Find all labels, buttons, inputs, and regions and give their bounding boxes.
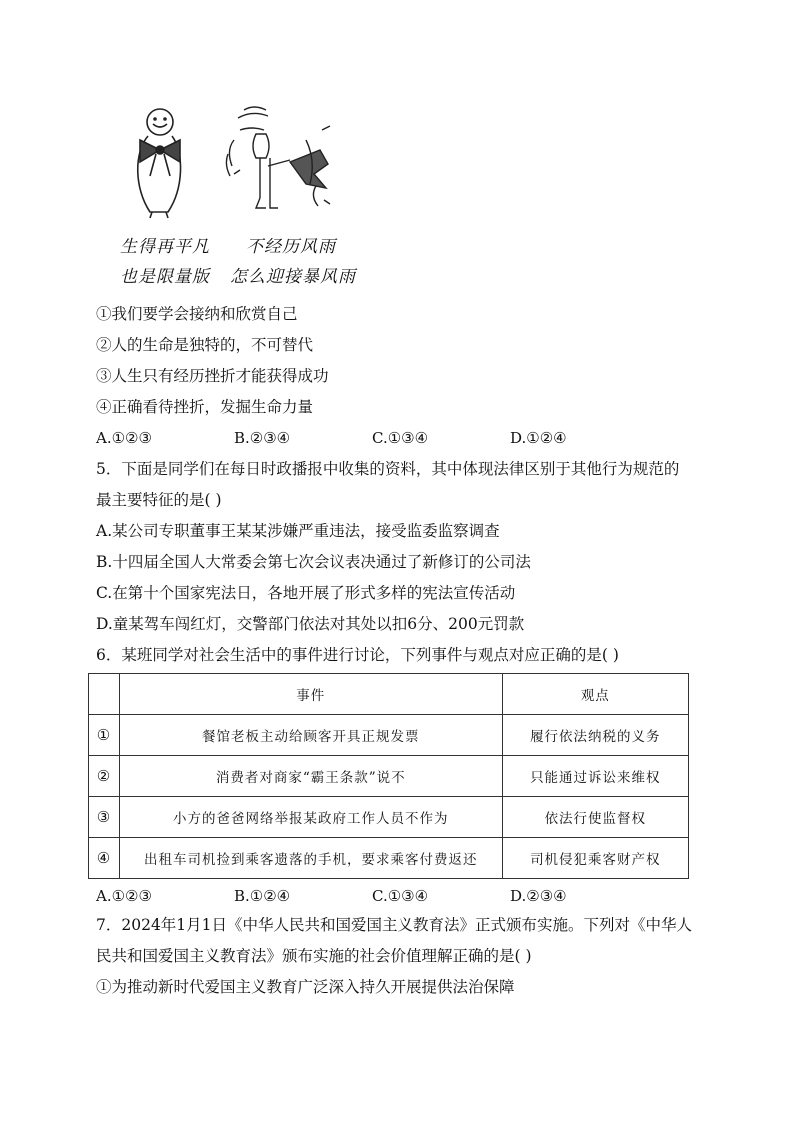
q6-row3-num: ③ xyxy=(89,797,120,838)
q6-table-header-row xyxy=(89,674,689,715)
q5-stem-line2: 最主要特征的是( ) xyxy=(96,491,222,509)
q6-option-a[interactable]: A.①②③ xyxy=(96,887,152,905)
q7-stem-line2: 民共和国爱国主义教育法》颁布实施的社会价值理解正确的是( ) xyxy=(96,947,532,965)
q6-header-view: 观点 xyxy=(502,674,688,715)
q6-header-blank xyxy=(89,674,120,715)
q6-row2-view: 只能通过诉讼来维权 xyxy=(502,756,688,797)
caption-left-line2: 也是限量版 xyxy=(120,267,210,287)
cartoon-drawings xyxy=(110,100,370,220)
cartoon-figure xyxy=(110,100,370,290)
q6-row2-event: 消费者对商家“霸王条款”说不 xyxy=(119,756,502,797)
table-row xyxy=(89,797,689,838)
q4-option-a[interactable]: A.①②③ xyxy=(96,429,152,447)
caption-right-line1: 不经历风雨 xyxy=(246,237,336,257)
smiling-man-illustration xyxy=(138,109,181,218)
q5-choice-a[interactable]: A.某公司专职董事王某某涉嫌严重违法，接受监委监察调查 xyxy=(96,522,500,540)
q6-row4-view: 司机侵犯乘客财产权 xyxy=(502,838,688,879)
q5-stem-line1: 5．下面是同学们在每日时政播报中收集的资料，其中体现法律区别于其他行为规范的 xyxy=(96,460,680,478)
q6-table xyxy=(88,673,689,879)
q6-row3-event: 小方的爸爸网络举报某政府工作人员不作为 xyxy=(119,797,502,838)
q6-row4-num: ④ xyxy=(89,838,120,879)
q4-option-c[interactable]: C.①③④ xyxy=(372,429,429,447)
q6-row4-event: 出租车司机捡到乘客遗落的手机，要求乘客付费返还 xyxy=(119,838,502,879)
q5-choice-b[interactable]: B.十四届全国人大常委会第七次会议表决通过了新修订的公司法 xyxy=(96,553,531,571)
q6-option-d[interactable]: D.②③④ xyxy=(510,887,567,905)
table-row xyxy=(89,715,689,756)
q4-statement-3: ③人生只有经历挫折才能获得成功 xyxy=(96,367,329,385)
q6-stem: 6．某班同学对社会生活中的事件进行讨论，下列事件与观点对应正确的是( ) xyxy=(96,646,619,664)
windy-person-illustration xyxy=(226,107,330,208)
q6-row1-num: ① xyxy=(89,715,120,756)
q5-choice-c[interactable]: C.在第十个国家宪法日，各地开展了形式多样的宪法宣传活动 xyxy=(96,584,516,602)
q7-stem-line1: 7．2024年1月1日《中华人民共和国爱国主义教育法》正式颁布实施。下列对《中华人 xyxy=(96,916,693,934)
q4-option-d[interactable]: D.①②④ xyxy=(510,429,567,447)
q6-row3-view: 依法行使监督权 xyxy=(502,797,688,838)
q6-row2-num: ② xyxy=(89,756,120,797)
table-row xyxy=(89,756,689,797)
q4-statement-2: ②人的生命是独特的，不可替代 xyxy=(96,336,314,354)
q6-header-event: 事件 xyxy=(119,674,502,715)
q6-option-c[interactable]: C.①③④ xyxy=(372,887,429,905)
q5-choice-d[interactable]: D.童某驾车闯红灯，交警部门依法对其处以扣6分、200元罚款 xyxy=(96,615,525,633)
q6-option-b[interactable]: B.①②④ xyxy=(234,887,291,905)
caption-left-line1: 生得再平凡 xyxy=(120,237,210,257)
caption-right-line2: 怎么迎接暴风雨 xyxy=(230,267,356,287)
q7-statement-1: ①为推动新时代爱国主义教育广泛深入持久开展提供法治保障 xyxy=(96,978,515,996)
table-row xyxy=(89,838,689,879)
q4-statement-1: ①我们要学会接纳和欣赏自己 xyxy=(96,305,298,323)
q4-statement-4: ④正确看待挫折，发掘生命力量 xyxy=(96,398,314,416)
q4-option-b[interactable]: B.②③④ xyxy=(234,429,291,447)
q6-row1-view: 履行依法纳税的义务 xyxy=(502,715,688,756)
q6-row1-event: 餐馆老板主动给顾客开具正规发票 xyxy=(119,715,502,756)
